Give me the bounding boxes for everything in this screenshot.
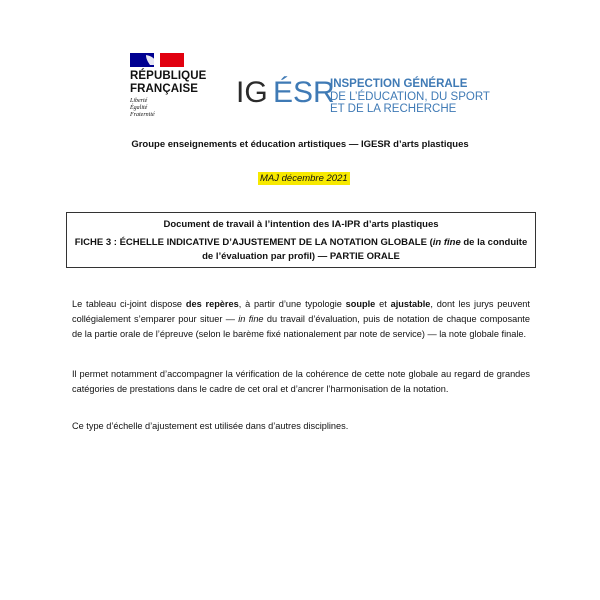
- group-title: Groupe enseignements et éducation artistiques — IGESR d’arts plastiques: [131, 139, 469, 150]
- fiche-title-part-2: de la conduite de l’évaluation par profil) — PARTIE ORALE: [202, 237, 528, 262]
- p1-bold-souple: souple: [345, 299, 376, 309]
- p1-text-2: , à partir d’une typologie: [238, 299, 346, 309]
- document-title-box: [66, 212, 536, 268]
- p1-bold-reperes: des repères: [185, 299, 239, 309]
- update-date: MAJ décembre 2021: [260, 173, 348, 184]
- igesr-logo-ig: IG: [236, 76, 268, 109]
- paragraph-3: Ce type d’échelle d’ajustement est utilisée dans d’autres disciplines.: [72, 421, 349, 431]
- igesr-logo-esr: ÉSR: [273, 76, 335, 109]
- igesr-logo: [236, 68, 335, 109]
- p1-text-5: du travail d’évaluation, puis de notation de chaque composante de la partie orale de l’épreuve (selon le barème fixé nationalement par note de service) — la note globale finale.: [72, 314, 530, 339]
- republique-francaise-motto: [130, 98, 155, 119]
- fiche-title: [73, 236, 529, 264]
- p1-text-4: , dont les jurys peuvent collégialement s’emparer pour situer —: [72, 299, 530, 324]
- fiche-title-italic: in fine: [432, 237, 461, 248]
- igesr-line-3: ET DE LA RECHERCHE: [330, 103, 457, 115]
- document-title: Document de travail à l’intention des IA-IPR d’arts plastiques: [163, 219, 439, 230]
- paragraph-1: [72, 297, 530, 342]
- p1-text-3: et: [375, 299, 391, 309]
- paragraph-2: Il permet notamment d’accompagner la vérification de la cohérence de cette note globale au regard de grandes catégories de prestations dans le cadre de cet oral et d’ancrer l’harmonisation de la notation.: [72, 369, 530, 394]
- marianne-flag-icon: [130, 53, 184, 67]
- rf-name-line-2: FRANÇAISE: [130, 83, 198, 95]
- rf-motto-line-3: Fraternité: [130, 112, 155, 118]
- p1-bold-ajustable: ajustable: [390, 299, 431, 309]
- igesr-line-2: DE L’ÉDUCATION, DU SPORT: [330, 90, 490, 103]
- p1-text-1: Le tableau ci-joint dispose: [72, 299, 186, 309]
- rf-name-line-1: RÉPUBLIQUE: [130, 70, 207, 82]
- igesr-line-1: INSPECTION GÉNÉRALE: [330, 78, 468, 90]
- rf-motto-line-1: Liberté: [130, 98, 148, 104]
- p1-italic-in-fine: in fine: [238, 314, 264, 324]
- rf-motto-line-2: Égalité: [130, 105, 148, 111]
- republique-francaise-name: [130, 70, 206, 96]
- igesr-name: [330, 78, 490, 116]
- fiche-title-part-1: FICHE 3 : ÉCHELLE INDICATIVE D’AJUSTEMENT DE LA NOTATION GLOBALE (: [74, 237, 433, 248]
